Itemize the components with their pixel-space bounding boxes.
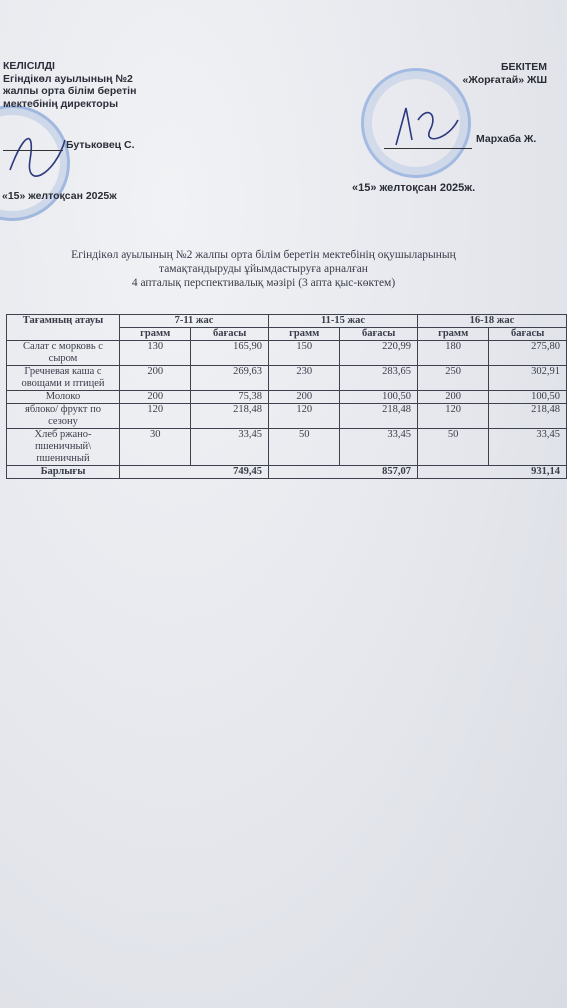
cell-gram: 200 [120,391,191,404]
table-row [7,366,567,391]
table-row [7,404,567,429]
approval-line: мектебінің директоры [3,97,119,110]
approval-line: Егіндікөл ауылының №2 [3,72,133,85]
cell-price: 218,48 [191,404,269,429]
cell-gram: 200 [268,391,339,404]
column-subheader: грамм [268,328,339,341]
cell-gram: 230 [268,366,339,391]
cell-gram: 120 [120,404,191,429]
column-subheader: грамм [417,328,488,341]
cell-price: 33,45 [340,429,418,466]
signer-name-left: Бутьковец С. [66,139,135,151]
cell-price: 218,48 [489,404,567,429]
approval-block-left [3,60,173,110]
cell-gram: 180 [417,341,488,366]
cell-gram: 120 [268,404,339,429]
column-group-header: 16-18 жас [417,315,566,328]
cell-price: 33,45 [191,429,269,466]
signer-name-right: Мархаба Ж. [476,133,537,145]
total-label: Барлығы [7,466,120,479]
cell-price: 302,91 [489,366,567,391]
document-title [0,248,527,290]
signature-line-right [384,148,472,149]
cell-price: 100,50 [340,391,418,404]
column-subheader: грамм [120,328,191,341]
dish-name: Салат с морковь с сыром [7,341,120,366]
approval-line: КЕЛІСІЛДІ [3,60,55,72]
signature-line-left [3,150,63,151]
dish-name: Молоко [7,391,120,404]
cell-price: 100,50 [489,391,567,404]
table-row [7,429,567,466]
cell-price: 275,80 [489,341,567,366]
column-subheader: бағасы [191,328,269,341]
cell-price: 75,38 [191,391,269,404]
cell-gram: 120 [417,404,488,429]
cell-price: 220,99 [340,341,418,366]
total-value: 857,07 [268,466,417,479]
title-line: тамақтандыруды ұйымдастыруға арналған [159,263,368,275]
cell-price: 218,48 [340,404,418,429]
menu-table [6,314,567,479]
column-header-name: Тағамның атауы [7,315,120,341]
table-row [7,341,567,366]
dish-name: Хлеб ржано-пшеничный\ пшеничный [7,429,120,466]
cell-gram: 50 [417,429,488,466]
date-right: «15» желтоқсан 2025ж. [352,182,476,194]
table-row [7,391,567,404]
cell-gram: 130 [120,341,191,366]
cell-gram: 200 [417,391,488,404]
cell-gram: 30 [120,429,191,466]
total-value: 931,14 [417,466,566,479]
column-subheader: бағасы [489,328,567,341]
column-group-header: 11-15 жас [268,315,417,328]
total-value: 749,45 [120,466,269,479]
dish-name: Гречневая каша с овощами и птицей [7,366,120,391]
dish-name: яблоко/ фрукт по сезону [7,404,120,429]
approval-line: «Жорғатай» ЖШ [462,73,547,86]
cell-gram: 200 [120,366,191,391]
approval-line: жалпы орта білім беретін [3,85,137,97]
total-row [7,466,567,479]
date-left: «15» желтоқсан 2025ж [2,190,117,202]
approval-block-right [463,61,547,86]
title-line: 4 апталық перспективалық мәзірі (3 апта қыс-көктем) [131,277,396,289]
cell-price: 283,65 [340,366,418,391]
cell-gram: 250 [417,366,488,391]
table-header-row [7,315,567,328]
cell-price: 269,63 [191,366,269,391]
title-line: Егіндікөл ауылының №2 жалпы орта білім беретін мектебінің оқушыларының [71,249,456,261]
approval-line: БЕКІТЕМ [500,61,547,73]
signature-right-icon [388,100,468,155]
column-group-header: 7-11 жас [120,315,269,328]
cell-price: 33,45 [489,429,567,466]
column-subheader: бағасы [340,328,418,341]
cell-gram: 50 [268,429,339,466]
cell-price: 165,90 [191,341,269,366]
cell-gram: 150 [268,341,339,366]
